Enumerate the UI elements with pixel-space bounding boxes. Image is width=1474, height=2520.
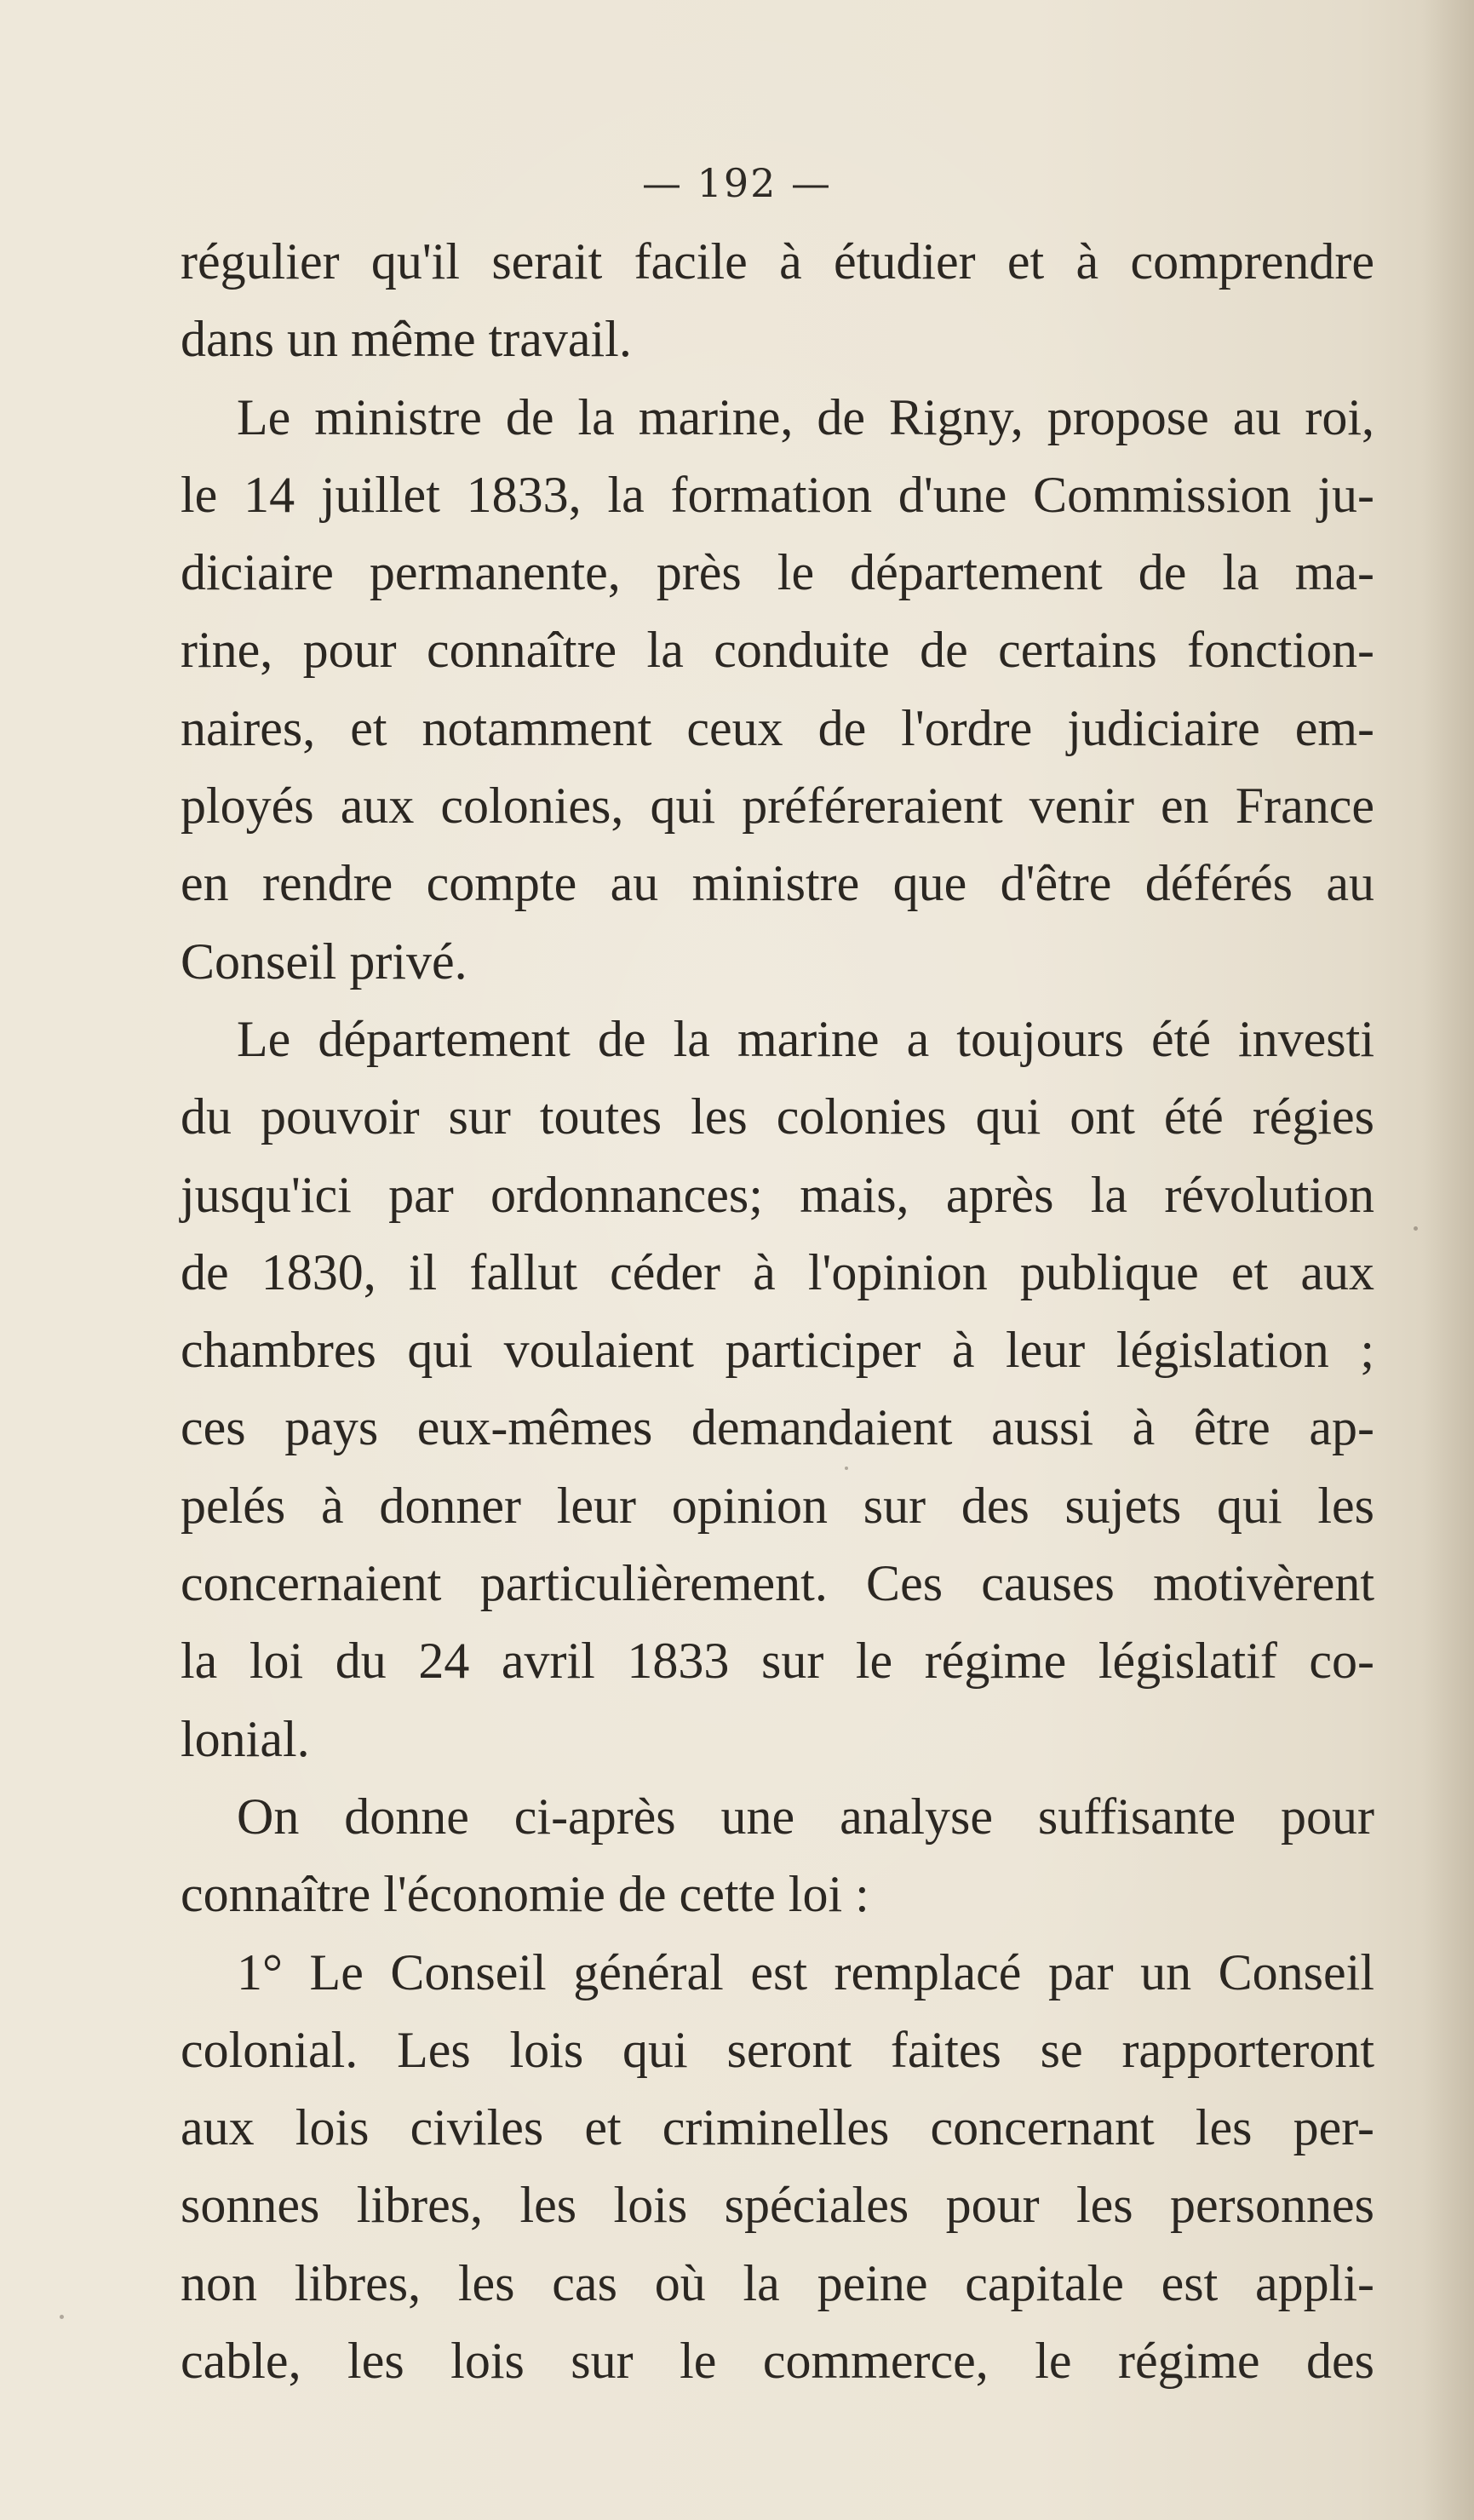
paper-speck — [60, 2315, 64, 2319]
text-line: On donne ci-après une analyse suffisante pour — [237, 1788, 1374, 1845]
text-line: aux lois civiles et criminelles concernant les per- — [181, 2099, 1374, 2156]
text-line: Le département de la marine a toujours été investi — [237, 1010, 1374, 1067]
text-line: la loi du 24 avril 1833 sur le régime législatif co- — [181, 1633, 1374, 1690]
body-text — [181, 223, 1374, 2400]
text-line: concernaient particulièrement. Ces causes motivèrent — [181, 1555, 1374, 1612]
text-line: connaître l'économie de cette loi : — [181, 1866, 869, 1923]
page-number: — 192 — — [641, 160, 833, 206]
text-line: jusqu'ici par ordonnances; mais, après la révolution — [181, 1166, 1374, 1223]
text-line: pelés à donner leur opinion sur des sujets qui les — [181, 1477, 1374, 1534]
text-line: colonial. Les lois qui seront faites se rapporteront — [181, 2021, 1374, 2078]
text-line: 1° Le Conseil général est remplacé par un Conseil — [237, 1943, 1374, 2001]
text-line: rine, pour connaître la conduite de certains fonction- — [181, 622, 1374, 679]
page-edge-shadow — [1423, 0, 1474, 2520]
paper-speck — [1414, 1226, 1418, 1231]
text-line: régulier qu'il serait facile à étudier et à comprendre — [181, 233, 1374, 290]
text-line: ces pays eux-mêmes demandaient aussi à être ap- — [181, 1399, 1374, 1456]
text-line: ployés aux colonies, qui préféreraient venir en France — [181, 778, 1374, 835]
text-line: non libres, les cas où la peine capitale est appli- — [181, 2254, 1374, 2311]
text-line: diciaire permanente, près le département de la ma- — [181, 544, 1374, 601]
text-line: cable, les lois sur le commerce, le régime des — [181, 2333, 1374, 2390]
text-line: sonnes libres, les lois spéciales pour les personnes — [181, 2177, 1374, 2234]
text-line: du pouvoir sur toutes les colonies qui ont été régies — [181, 1088, 1374, 1145]
text-line: Conseil privé. — [181, 933, 467, 990]
paper-speck — [845, 1467, 848, 1470]
text-line: de 1830, il fallut céder à l'opinion publique et aux — [181, 1243, 1374, 1300]
text-line: chambres qui voulaient participer à leur législation ; — [181, 1322, 1374, 1379]
text-line: le 14 juillet 1833, la formation d'une Commission ju- — [181, 466, 1374, 523]
text-line: Le ministre de la marine, de Rigny, propose au roi, — [237, 388, 1374, 445]
text-line: naires, et notamment ceux de l'ordre judiciaire em- — [181, 699, 1374, 756]
text-line: en rendre compte au ministre que d'être déférés au — [181, 855, 1374, 912]
text-line: dans un même travail. — [181, 311, 632, 368]
text-line: lonial. — [181, 1710, 310, 1767]
